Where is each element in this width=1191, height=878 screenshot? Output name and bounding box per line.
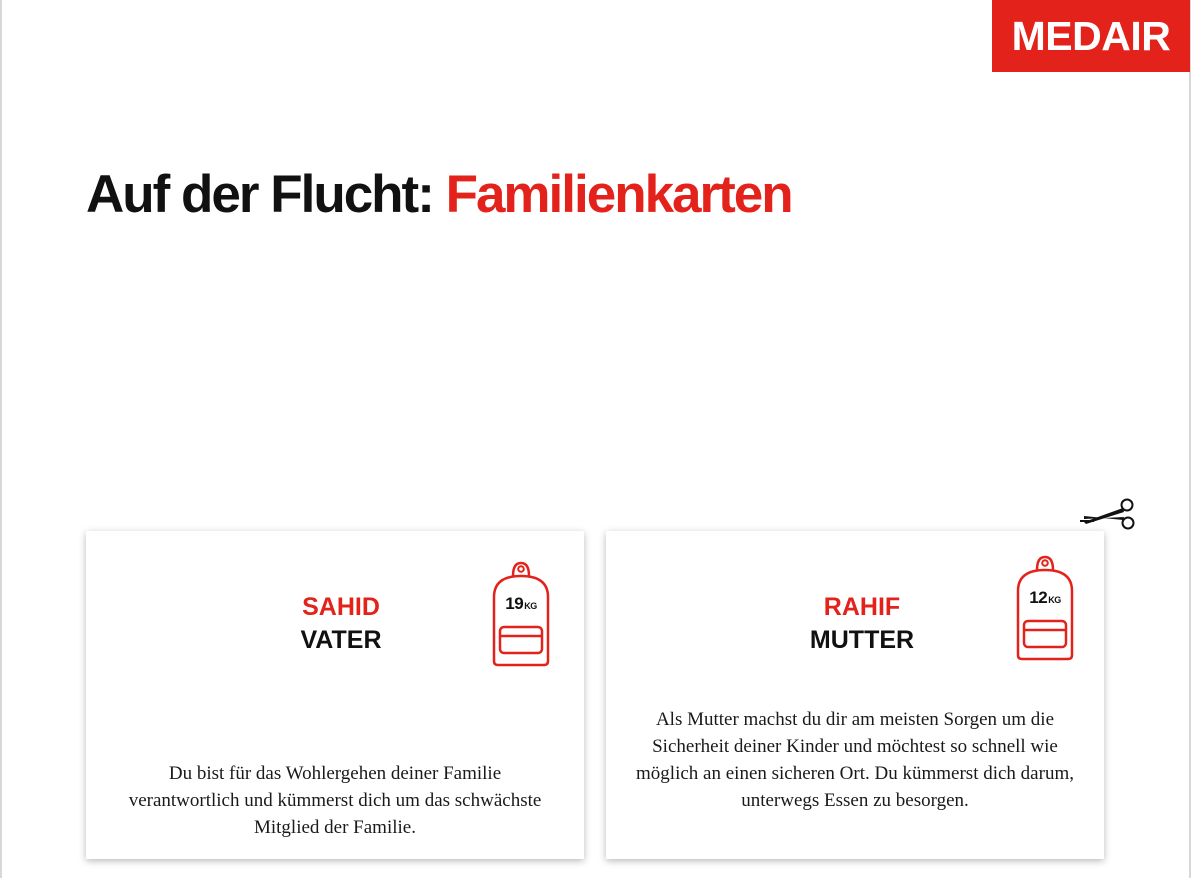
backpack-icon bbox=[486, 559, 556, 667]
title-part-black: Auf der Flucht: bbox=[86, 165, 446, 224]
card-name: SAHID bbox=[302, 593, 380, 621]
family-card-rahif bbox=[606, 531, 1104, 859]
title-part-red: Familienkarten bbox=[445, 165, 792, 224]
medair-logo bbox=[992, 0, 1190, 72]
card-role: MUTTER bbox=[809, 626, 915, 654]
backpack-weight bbox=[486, 594, 556, 614]
scissors-icon bbox=[1080, 496, 1138, 532]
card-description: Du bist für das Wohlergehen deiner Familie verantwortlich und kümmerst dich um das schwächste Mitglied der Familie. bbox=[128, 763, 542, 838]
backpack-icon bbox=[1010, 553, 1080, 661]
card-description: Als Mutter machst du dir am meisten Sorgen um die Sicherheit deiner Kinder und möchtest so schnell wie möglich an einen sicheren Ort. Du kümmerst dich darum, unterwegs Essen zu besorgen. bbox=[636, 709, 1074, 811]
family-card-sahid bbox=[86, 531, 584, 859]
weight-value: 19 bbox=[505, 594, 524, 613]
page-title bbox=[86, 166, 792, 224]
card-role: VATER bbox=[300, 626, 382, 654]
weight-unit: KG bbox=[1048, 595, 1061, 605]
weight-value: 12 bbox=[1029, 588, 1048, 607]
card-name: RAHIF bbox=[823, 593, 901, 621]
page-border-left bbox=[0, 0, 2, 878]
weight-unit: KG bbox=[524, 601, 537, 611]
logo-text: MEDAIR bbox=[1011, 12, 1171, 59]
backpack-weight bbox=[1010, 588, 1080, 608]
